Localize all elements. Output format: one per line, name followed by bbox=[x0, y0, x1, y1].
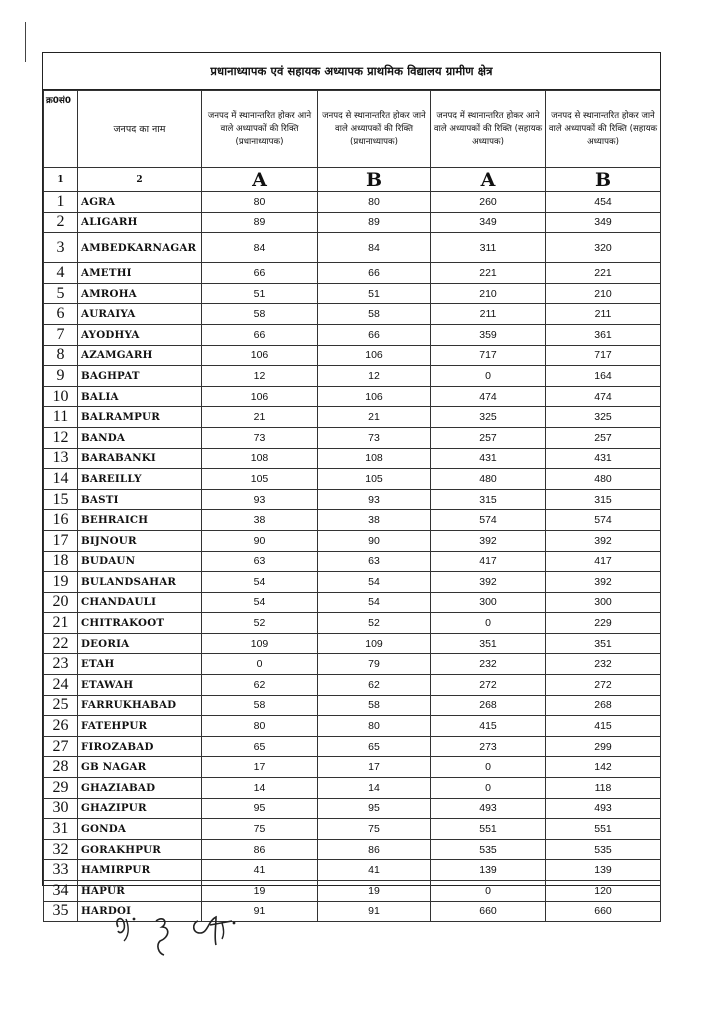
asst-outgoing-cell: 221 bbox=[546, 263, 661, 284]
hm-outgoing-cell: 109 bbox=[318, 633, 431, 654]
district-cell: AGRA bbox=[78, 192, 202, 213]
table-row bbox=[44, 263, 661, 284]
table-row bbox=[44, 551, 661, 572]
serial-cell: 28 bbox=[44, 757, 78, 778]
hm-incoming-cell: 91 bbox=[202, 901, 318, 922]
district-cell: BUDAUN bbox=[78, 551, 202, 572]
asst-outgoing-cell: 415 bbox=[546, 716, 661, 737]
district-cell: FARRUKHABAD bbox=[78, 695, 202, 716]
district-cell: BAREILLY bbox=[78, 469, 202, 490]
serial-cell: 5 bbox=[44, 283, 78, 304]
serial-cell: 34 bbox=[44, 881, 78, 902]
table-row bbox=[44, 613, 661, 634]
hm-outgoing-cell: 54 bbox=[318, 592, 431, 613]
table-row bbox=[44, 212, 661, 233]
hm-incoming-cell: 89 bbox=[202, 212, 318, 233]
serial-cell: 7 bbox=[44, 324, 78, 345]
hm-incoming-cell: 105 bbox=[202, 469, 318, 490]
hm-incoming-cell: 106 bbox=[202, 345, 318, 366]
index-cell: 2 bbox=[78, 168, 202, 192]
table-row bbox=[44, 695, 661, 716]
asst-incoming-cell: 325 bbox=[431, 407, 546, 428]
serial-cell: 21 bbox=[44, 613, 78, 634]
header-asst-incoming: जनपद में स्थानान्तरित होकर आने वाले अध्यापकों की रिक्ति (सहायक अध्यापक) bbox=[431, 91, 546, 168]
table-row bbox=[44, 324, 661, 345]
asst-incoming-cell: 268 bbox=[431, 695, 546, 716]
hm-outgoing-cell: 108 bbox=[318, 448, 431, 469]
serial-cell: 9 bbox=[44, 366, 78, 387]
asst-incoming-cell: 551 bbox=[431, 819, 546, 840]
hm-outgoing-cell: 95 bbox=[318, 798, 431, 819]
hm-incoming-cell: 66 bbox=[202, 263, 318, 284]
hm-outgoing-cell: 79 bbox=[318, 654, 431, 675]
hm-incoming-cell: 73 bbox=[202, 427, 318, 448]
district-cell: GHAZIPUR bbox=[78, 798, 202, 819]
district-cell: BAGHPAT bbox=[78, 366, 202, 387]
district-cell: GB NAGAR bbox=[78, 757, 202, 778]
table-row bbox=[44, 592, 661, 613]
hm-outgoing-cell: 17 bbox=[318, 757, 431, 778]
hm-outgoing-cell: 80 bbox=[318, 716, 431, 737]
handwritten-signature bbox=[112, 905, 272, 965]
district-cell: BALIA bbox=[78, 386, 202, 407]
serial-cell: 1 bbox=[44, 192, 78, 213]
hm-incoming-cell: 14 bbox=[202, 778, 318, 799]
district-cell: BIJNOUR bbox=[78, 530, 202, 551]
serial-cell: 25 bbox=[44, 695, 78, 716]
district-cell: CHANDAULI bbox=[78, 592, 202, 613]
serial-cell: 10 bbox=[44, 386, 78, 407]
hm-outgoing-cell: 38 bbox=[318, 510, 431, 531]
district-cell: BARABANKI bbox=[78, 448, 202, 469]
district-cell: CHITRAKOOT bbox=[78, 613, 202, 634]
hm-incoming-cell: 63 bbox=[202, 551, 318, 572]
hm-outgoing-cell: 86 bbox=[318, 839, 431, 860]
serial-cell: 33 bbox=[44, 860, 78, 881]
header-serial: क्र0सं0 bbox=[44, 91, 78, 168]
district-cell: ALIGARH bbox=[78, 212, 202, 233]
hm-incoming-cell: 109 bbox=[202, 633, 318, 654]
index-row bbox=[44, 168, 661, 192]
hm-incoming-cell: 51 bbox=[202, 283, 318, 304]
index-cell: B bbox=[318, 168, 431, 192]
hm-incoming-cell: 54 bbox=[202, 592, 318, 613]
table-row bbox=[44, 572, 661, 593]
asst-incoming-cell: 257 bbox=[431, 427, 546, 448]
hm-incoming-cell: 84 bbox=[202, 233, 318, 263]
serial-cell: 24 bbox=[44, 675, 78, 696]
asst-incoming-cell: 0 bbox=[431, 366, 546, 387]
hm-incoming-cell: 58 bbox=[202, 304, 318, 325]
asst-incoming-cell: 139 bbox=[431, 860, 546, 881]
serial-cell: 18 bbox=[44, 551, 78, 572]
header-asst-outgoing: जनपद से स्थानान्तरित होकर जाने वाले अध्यापकों की रिक्ति (सहायक अध्यापक) bbox=[546, 91, 661, 168]
hm-incoming-cell: 80 bbox=[202, 716, 318, 737]
asst-outgoing-cell: 535 bbox=[546, 839, 661, 860]
header-hm-incoming: जनपद में स्थानान्तरित होकर आने वाले अध्यापकों की रिक्ति (प्रधानाध्यापक) bbox=[202, 91, 318, 168]
table-row bbox=[44, 233, 661, 263]
asst-outgoing-cell: 210 bbox=[546, 283, 661, 304]
asst-incoming-cell: 392 bbox=[431, 572, 546, 593]
hm-outgoing-cell: 54 bbox=[318, 572, 431, 593]
hm-incoming-cell: 38 bbox=[202, 510, 318, 531]
asst-outgoing-cell: 118 bbox=[546, 778, 661, 799]
hm-incoming-cell: 41 bbox=[202, 860, 318, 881]
asst-incoming-cell: 717 bbox=[431, 345, 546, 366]
asst-outgoing-cell: 142 bbox=[546, 757, 661, 778]
district-cell: DEORIA bbox=[78, 633, 202, 654]
table-row bbox=[44, 366, 661, 387]
hm-outgoing-cell: 19 bbox=[318, 881, 431, 902]
asst-incoming-cell: 221 bbox=[431, 263, 546, 284]
table-row bbox=[44, 304, 661, 325]
hm-outgoing-cell: 65 bbox=[318, 736, 431, 757]
table-row bbox=[44, 881, 661, 902]
asst-outgoing-cell: 480 bbox=[546, 469, 661, 490]
district-cell: AMROHA bbox=[78, 283, 202, 304]
asst-incoming-cell: 232 bbox=[431, 654, 546, 675]
asst-incoming-cell: 311 bbox=[431, 233, 546, 263]
table-row bbox=[44, 798, 661, 819]
hm-incoming-cell: 106 bbox=[202, 386, 318, 407]
serial-cell: 26 bbox=[44, 716, 78, 737]
asst-incoming-cell: 349 bbox=[431, 212, 546, 233]
hm-incoming-cell: 86 bbox=[202, 839, 318, 860]
serial-cell: 20 bbox=[44, 592, 78, 613]
header-row bbox=[44, 91, 661, 168]
serial-cell: 15 bbox=[44, 489, 78, 510]
asst-outgoing-cell: 493 bbox=[546, 798, 661, 819]
district-cell: HAMIRPUR bbox=[78, 860, 202, 881]
table-row bbox=[44, 675, 661, 696]
asst-incoming-cell: 415 bbox=[431, 716, 546, 737]
district-cell: AZAMGARH bbox=[78, 345, 202, 366]
serial-cell: 19 bbox=[44, 572, 78, 593]
district-cell: BULANDSAHAR bbox=[78, 572, 202, 593]
asst-incoming-cell: 493 bbox=[431, 798, 546, 819]
asst-outgoing-cell: 325 bbox=[546, 407, 661, 428]
table-row bbox=[44, 654, 661, 675]
asst-outgoing-cell: 299 bbox=[546, 736, 661, 757]
serial-cell: 8 bbox=[44, 345, 78, 366]
district-cell: ETAWAH bbox=[78, 675, 202, 696]
asst-incoming-cell: 0 bbox=[431, 613, 546, 634]
hm-outgoing-cell: 41 bbox=[318, 860, 431, 881]
hm-incoming-cell: 17 bbox=[202, 757, 318, 778]
asst-outgoing-cell: 454 bbox=[546, 192, 661, 213]
hm-incoming-cell: 93 bbox=[202, 489, 318, 510]
asst-outgoing-cell: 717 bbox=[546, 345, 661, 366]
serial-cell: 3 bbox=[44, 233, 78, 263]
asst-outgoing-cell: 315 bbox=[546, 489, 661, 510]
serial-cell: 30 bbox=[44, 798, 78, 819]
district-cell: HARDOI bbox=[78, 901, 202, 922]
hm-outgoing-cell: 105 bbox=[318, 469, 431, 490]
table-row bbox=[44, 345, 661, 366]
asst-outgoing-cell: 320 bbox=[546, 233, 661, 263]
asst-incoming-cell: 660 bbox=[431, 901, 546, 922]
hm-outgoing-cell: 63 bbox=[318, 551, 431, 572]
hm-incoming-cell: 108 bbox=[202, 448, 318, 469]
index-cell: B bbox=[546, 168, 661, 192]
hm-outgoing-cell: 89 bbox=[318, 212, 431, 233]
table-row bbox=[44, 819, 661, 840]
asst-outgoing-cell: 351 bbox=[546, 633, 661, 654]
table-row bbox=[44, 448, 661, 469]
asst-outgoing-cell: 349 bbox=[546, 212, 661, 233]
asst-outgoing-cell: 229 bbox=[546, 613, 661, 634]
table-row bbox=[44, 283, 661, 304]
hm-outgoing-cell: 75 bbox=[318, 819, 431, 840]
header-hm-outgoing: जनपद से स्थानान्तरित होकर जाने वाले अध्यापकों की रिक्ति (प्रधानाध्यापक) bbox=[318, 91, 431, 168]
district-cell: BASTI bbox=[78, 489, 202, 510]
asst-outgoing-cell: 392 bbox=[546, 530, 661, 551]
asst-incoming-cell: 0 bbox=[431, 881, 546, 902]
table-row bbox=[44, 736, 661, 757]
asst-outgoing-cell: 574 bbox=[546, 510, 661, 531]
hm-incoming-cell: 62 bbox=[202, 675, 318, 696]
hm-incoming-cell: 80 bbox=[202, 192, 318, 213]
hm-incoming-cell: 90 bbox=[202, 530, 318, 551]
hm-outgoing-cell: 91 bbox=[318, 901, 431, 922]
hm-incoming-cell: 54 bbox=[202, 572, 318, 593]
serial-cell: 6 bbox=[44, 304, 78, 325]
asst-incoming-cell: 260 bbox=[431, 192, 546, 213]
asst-incoming-cell: 210 bbox=[431, 283, 546, 304]
district-cell: FIROZABAD bbox=[78, 736, 202, 757]
district-cell: AYODHYA bbox=[78, 324, 202, 345]
serial-cell: 22 bbox=[44, 633, 78, 654]
hm-incoming-cell: 52 bbox=[202, 613, 318, 634]
asst-incoming-cell: 351 bbox=[431, 633, 546, 654]
asst-incoming-cell: 535 bbox=[431, 839, 546, 860]
asst-incoming-cell: 273 bbox=[431, 736, 546, 757]
hm-outgoing-cell: 106 bbox=[318, 345, 431, 366]
asst-outgoing-cell: 417 bbox=[546, 551, 661, 572]
asst-outgoing-cell: 268 bbox=[546, 695, 661, 716]
asst-outgoing-cell: 392 bbox=[546, 572, 661, 593]
serial-cell: 27 bbox=[44, 736, 78, 757]
hm-incoming-cell: 21 bbox=[202, 407, 318, 428]
table-row bbox=[44, 633, 661, 654]
district-cell: GORAKHPUR bbox=[78, 839, 202, 860]
hm-outgoing-cell: 84 bbox=[318, 233, 431, 263]
asst-outgoing-cell: 431 bbox=[546, 448, 661, 469]
asst-incoming-cell: 300 bbox=[431, 592, 546, 613]
serial-cell: 11 bbox=[44, 407, 78, 428]
hm-outgoing-cell: 58 bbox=[318, 695, 431, 716]
hm-outgoing-cell: 80 bbox=[318, 192, 431, 213]
hm-outgoing-cell: 58 bbox=[318, 304, 431, 325]
table-row bbox=[44, 530, 661, 551]
asst-incoming-cell: 480 bbox=[431, 469, 546, 490]
table-row bbox=[44, 860, 661, 881]
hm-outgoing-cell: 51 bbox=[318, 283, 431, 304]
serial-cell: 13 bbox=[44, 448, 78, 469]
asst-incoming-cell: 474 bbox=[431, 386, 546, 407]
hm-incoming-cell: 19 bbox=[202, 881, 318, 902]
margin-mark bbox=[25, 22, 26, 62]
table-row bbox=[44, 489, 661, 510]
serial-cell: 14 bbox=[44, 469, 78, 490]
table-row bbox=[44, 407, 661, 428]
table-row bbox=[44, 469, 661, 490]
hm-outgoing-cell: 90 bbox=[318, 530, 431, 551]
asst-outgoing-cell: 300 bbox=[546, 592, 661, 613]
index-cell: 1 bbox=[44, 168, 78, 192]
table-row bbox=[44, 510, 661, 531]
district-cell: HAPUR bbox=[78, 881, 202, 902]
hm-outgoing-cell: 93 bbox=[318, 489, 431, 510]
hm-incoming-cell: 75 bbox=[202, 819, 318, 840]
hm-outgoing-cell: 62 bbox=[318, 675, 431, 696]
serial-cell: 31 bbox=[44, 819, 78, 840]
asst-outgoing-cell: 139 bbox=[546, 860, 661, 881]
table-row bbox=[44, 427, 661, 448]
index-cell: A bbox=[202, 168, 318, 192]
serial-cell: 23 bbox=[44, 654, 78, 675]
asst-outgoing-cell: 474 bbox=[546, 386, 661, 407]
district-cell: BEHRAICH bbox=[78, 510, 202, 531]
table-row bbox=[44, 716, 661, 737]
asst-incoming-cell: 0 bbox=[431, 757, 546, 778]
index-cell: A bbox=[431, 168, 546, 192]
hm-outgoing-cell: 14 bbox=[318, 778, 431, 799]
serial-cell: 16 bbox=[44, 510, 78, 531]
serial-cell: 2 bbox=[44, 212, 78, 233]
hm-outgoing-cell: 73 bbox=[318, 427, 431, 448]
asst-outgoing-cell: 660 bbox=[546, 901, 661, 922]
asst-incoming-cell: 431 bbox=[431, 448, 546, 469]
header-district: जनपद का नाम bbox=[78, 91, 202, 168]
serial-cell: 12 bbox=[44, 427, 78, 448]
district-cell: BANDA bbox=[78, 427, 202, 448]
table-row bbox=[44, 839, 661, 860]
asst-outgoing-cell: 120 bbox=[546, 881, 661, 902]
asst-outgoing-cell: 211 bbox=[546, 304, 661, 325]
hm-incoming-cell: 0 bbox=[202, 654, 318, 675]
asst-incoming-cell: 272 bbox=[431, 675, 546, 696]
hm-outgoing-cell: 106 bbox=[318, 386, 431, 407]
vacancy-document bbox=[42, 52, 661, 920]
asst-incoming-cell: 359 bbox=[431, 324, 546, 345]
hm-incoming-cell: 58 bbox=[202, 695, 318, 716]
hm-incoming-cell: 12 bbox=[202, 366, 318, 387]
district-cell: GONDA bbox=[78, 819, 202, 840]
asst-outgoing-cell: 361 bbox=[546, 324, 661, 345]
asst-outgoing-cell: 272 bbox=[546, 675, 661, 696]
serial-cell: 17 bbox=[44, 530, 78, 551]
hm-outgoing-cell: 66 bbox=[318, 324, 431, 345]
asst-outgoing-cell: 232 bbox=[546, 654, 661, 675]
serial-cell: 4 bbox=[44, 263, 78, 284]
hm-outgoing-cell: 12 bbox=[318, 366, 431, 387]
vacancy-table bbox=[43, 90, 661, 922]
hm-outgoing-cell: 66 bbox=[318, 263, 431, 284]
table-row bbox=[44, 192, 661, 213]
serial-cell: 35 bbox=[44, 901, 78, 922]
asst-incoming-cell: 315 bbox=[431, 489, 546, 510]
district-cell: GHAZIABAD bbox=[78, 778, 202, 799]
district-cell: BALRAMPUR bbox=[78, 407, 202, 428]
table-row bbox=[44, 757, 661, 778]
district-cell: AURAIYA bbox=[78, 304, 202, 325]
asst-incoming-cell: 392 bbox=[431, 530, 546, 551]
hm-incoming-cell: 66 bbox=[202, 324, 318, 345]
serial-cell: 32 bbox=[44, 839, 78, 860]
document-title: प्रधानाध्यापक एवं सहायक अध्यापक प्राथमिक विद्यालय ग्रामीण क्षेत्र bbox=[43, 53, 660, 90]
asst-incoming-cell: 0 bbox=[431, 778, 546, 799]
table-row bbox=[44, 778, 661, 799]
serial-cell: 29 bbox=[44, 778, 78, 799]
asst-incoming-cell: 574 bbox=[431, 510, 546, 531]
hm-incoming-cell: 95 bbox=[202, 798, 318, 819]
asst-incoming-cell: 211 bbox=[431, 304, 546, 325]
asst-outgoing-cell: 551 bbox=[546, 819, 661, 840]
hm-outgoing-cell: 21 bbox=[318, 407, 431, 428]
hm-incoming-cell: 65 bbox=[202, 736, 318, 757]
district-cell: AMBEDKARNAGAR bbox=[78, 233, 202, 263]
table-row bbox=[44, 386, 661, 407]
hm-outgoing-cell: 52 bbox=[318, 613, 431, 634]
asst-outgoing-cell: 257 bbox=[546, 427, 661, 448]
asst-incoming-cell: 417 bbox=[431, 551, 546, 572]
district-cell: AMETHI bbox=[78, 263, 202, 284]
district-cell: FATEHPUR bbox=[78, 716, 202, 737]
asst-outgoing-cell: 164 bbox=[546, 366, 661, 387]
district-cell: ETAH bbox=[78, 654, 202, 675]
